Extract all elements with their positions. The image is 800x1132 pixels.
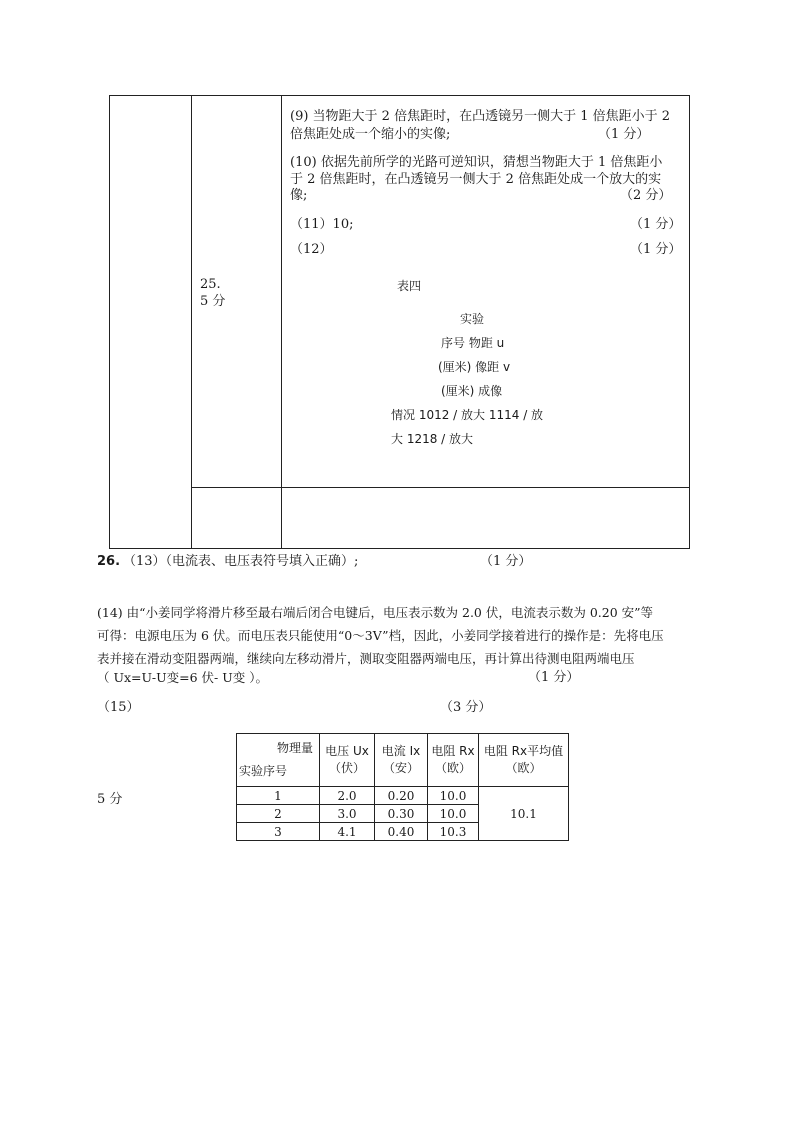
table-row xyxy=(237,787,569,805)
header-voltage-line2: （伏） xyxy=(328,761,365,775)
resistance-cell: 10.0 xyxy=(428,787,479,805)
current-cell: 0.30 xyxy=(375,805,428,823)
q26-item15: （15） xyxy=(97,700,140,715)
corner-top-label: 物理量 xyxy=(276,741,313,755)
q25-item10-points: （2 分） xyxy=(620,188,672,203)
q26-item13-points: （1 分） xyxy=(480,554,532,569)
q26-item14-line3: 表并接在滑动变阻器两端，继续向左移动滑片，测取变阻器两端电压，再计算出待测电阻两端电压 xyxy=(97,651,635,666)
q25-item11: （11）10; xyxy=(290,217,354,232)
header-average xyxy=(479,734,569,787)
q25-item9-line1: (9) 当物距大于 2 倍焦距时，在凸透镜另一侧大于 1 倍焦距小于 2 xyxy=(290,109,671,124)
average-cell: 10.1 xyxy=(479,787,569,841)
header-resistance-line2: （欧） xyxy=(434,761,471,775)
column-divider-2 xyxy=(281,95,282,549)
q26-number: 26. xyxy=(97,554,121,569)
q25-item12-points: （1 分） xyxy=(630,242,682,257)
q26-item15-points: （3 分） xyxy=(440,700,492,715)
header-voltage-line1: 电压 Ux xyxy=(325,744,369,758)
q25-item10-line3: 像; xyxy=(290,188,308,203)
table4-line-5: 情况 1012 / 放大 1114 / 放 xyxy=(391,408,544,422)
q25-item10-line2: 于 2 倍焦距时，在凸透镜另一侧大于 2 倍焦距处成一个放大的实 xyxy=(290,172,662,187)
q26-item13: （13）（电流表、电压表符号填入正确）; xyxy=(123,554,359,569)
voltage-cell: 3.0 xyxy=(320,805,375,823)
resistance-cell: 10.0 xyxy=(428,805,479,823)
current-cell: 0.20 xyxy=(375,787,428,805)
header-current xyxy=(375,734,428,787)
header-current-line2: （安） xyxy=(382,761,419,775)
corner-bottom-label: 实验序号 xyxy=(239,764,288,778)
q25-item9-points: （1 分） xyxy=(598,127,650,142)
voltage-cell: 2.0 xyxy=(320,787,375,805)
table4-line-2: 序号 物距 u xyxy=(441,336,505,350)
q26-score: 5 分 xyxy=(97,792,123,807)
q25-item10-line1: (10) 依据先前所学的光路可逆知识，猜想当物距大于 1 倍焦距小 xyxy=(290,155,663,170)
q26-item14-line1: (14) 由“小姜同学将滑片移至最右端后闭合电键后，电压表示数为 2.0 伏，电流表示数为 0.20 安”等 xyxy=(97,605,654,620)
table4-line-1: 实验 xyxy=(460,312,485,326)
header-average-line1: 电阻 Rx平均值 xyxy=(483,744,564,758)
header-average-line2: （欧） xyxy=(505,761,542,775)
q25-item12: （12） xyxy=(290,242,333,257)
voltage-cell: 4.1 xyxy=(320,823,375,841)
table4-title: 表四 xyxy=(397,279,422,293)
row-index: 3 xyxy=(237,823,320,841)
q25-score: 5 分 xyxy=(200,294,226,309)
q26-item14-line4: （ Ux=U-U变=6 伏- U变 ）。 xyxy=(97,670,268,685)
header-current-line1: 电流 Ix xyxy=(381,744,421,758)
resistance-cell: 10.3 xyxy=(428,823,479,841)
header-voltage xyxy=(320,734,375,787)
table4-line-6: 大 1218 / 放大 xyxy=(391,432,474,446)
header-resistance-line1: 电阻 Rx xyxy=(431,744,475,758)
header-resistance xyxy=(428,734,479,787)
row-divider xyxy=(191,487,690,488)
q26-item14-points: （1 分） xyxy=(528,670,580,685)
q25-number: 25. xyxy=(200,277,221,292)
q25-item11-points: （1 分） xyxy=(630,217,682,232)
current-cell: 0.40 xyxy=(375,823,428,841)
row-index: 1 xyxy=(237,787,320,805)
column-divider-1 xyxy=(191,95,192,549)
table4-line-3: (厘米) 像距 v xyxy=(438,360,511,374)
row-index: 2 xyxy=(237,805,320,823)
q25-item9-line2: 倍焦距处成一个缩小的实像; xyxy=(290,127,451,142)
measurement-table xyxy=(236,733,569,841)
corner-cell xyxy=(237,734,320,787)
table4-line-4: (厘米) 成像 xyxy=(441,384,503,398)
q26-item14-line2: 可得：电源电压为 6 伏。而电压表只能使用“0～3V”档，因此，小姜同学接着进行的操作是：先将电压 xyxy=(97,628,664,643)
